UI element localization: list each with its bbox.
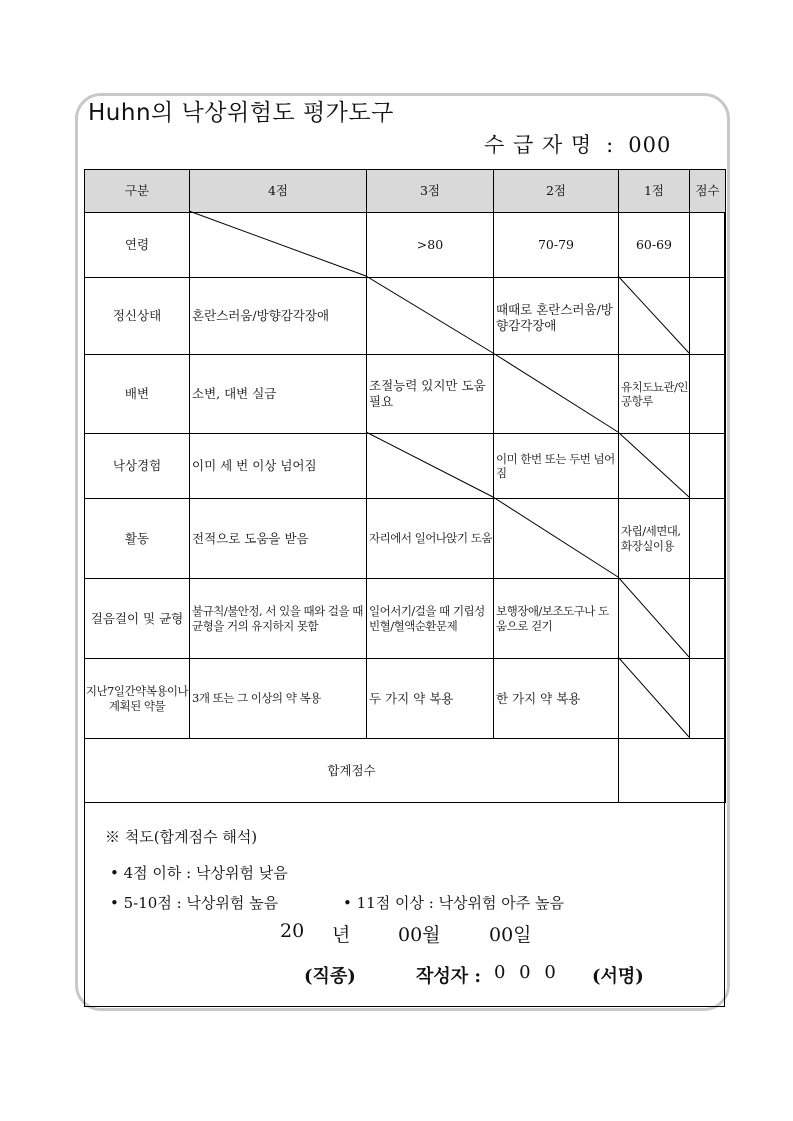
scale-item-very-high: • 11점 이상 : 낙상위험 아주 높음 bbox=[343, 894, 564, 912]
table-row bbox=[85, 434, 726, 499]
cell-4pt: 소변, 대변 실금 bbox=[190, 355, 367, 434]
date-year: 20 bbox=[280, 920, 305, 942]
cell-2pt: 한 가지 약 복용 bbox=[494, 659, 619, 739]
recipient-colon: : bbox=[606, 133, 615, 157]
writer-name: 0 0 0 bbox=[494, 962, 560, 983]
total-row bbox=[85, 739, 726, 803]
signature-label: (서명) bbox=[592, 966, 644, 987]
scale-item-high: • 5-10점 : 낙상위험 높음 bbox=[110, 894, 279, 912]
table-row bbox=[85, 355, 726, 434]
score-cell[interactable] bbox=[690, 579, 726, 659]
scale-item-low: • 4점 이하 : 낙상위험 낮음 bbox=[110, 864, 288, 882]
score-cell[interactable] bbox=[690, 355, 726, 434]
cell-2pt: 보행장애/보조도구나 도움으로 걷기 bbox=[494, 579, 619, 659]
recipient-line bbox=[484, 129, 671, 159]
header-2pt: 2점 bbox=[494, 170, 619, 213]
total-label: 합계점수 bbox=[85, 739, 619, 803]
header-4pt: 4점 bbox=[190, 170, 367, 213]
table-row bbox=[85, 579, 726, 659]
writer-label: 작성자 : bbox=[416, 966, 482, 987]
cell-3pt: >80 bbox=[367, 213, 494, 278]
cell-1pt: 유치도뇨관/인공항루 bbox=[619, 355, 690, 434]
cell-4pt: 3개 또는 그 이상의 약 복용 bbox=[190, 659, 367, 739]
assessment-table bbox=[84, 169, 726, 803]
date-day: 00일 bbox=[489, 924, 532, 946]
score-cell[interactable] bbox=[690, 434, 726, 499]
cell-2pt: 때때로 혼란스러움/방향감각장애 bbox=[494, 278, 619, 355]
cell-3pt: 일어서기/걸을 때 기립성 빈혈/혈액순환문제 bbox=[367, 579, 494, 659]
cell-1pt bbox=[619, 579, 690, 659]
recipient-label: 수 급 자 명 bbox=[484, 133, 593, 157]
job-title-label: (직종) bbox=[304, 966, 356, 987]
table-row bbox=[85, 278, 726, 355]
cell-1pt bbox=[619, 278, 690, 355]
cell-3pt: 조절능력 있지만 도움필요 bbox=[367, 355, 494, 434]
total-score-cell[interactable] bbox=[619, 739, 726, 803]
cell-4pt bbox=[190, 213, 367, 278]
score-cell[interactable] bbox=[690, 499, 726, 579]
cell-2pt bbox=[494, 355, 619, 434]
cell-4pt: 혼란스러움/방향감각장애 bbox=[190, 278, 367, 355]
score-cell[interactable] bbox=[690, 278, 726, 355]
header-row bbox=[85, 170, 726, 213]
score-cell[interactable] bbox=[690, 213, 726, 278]
row-label-activity: 활동 bbox=[85, 499, 190, 579]
recipient-name: 000 bbox=[628, 133, 672, 157]
header-score: 점수 bbox=[690, 170, 726, 213]
header-3pt: 3점 bbox=[367, 170, 494, 213]
cell-4pt: 불규칙/불안정, 서 있을 때와 걸을 때 균형을 거의 유지하지 못함 bbox=[190, 579, 367, 659]
cell-1pt: 자립/세면대, 화장실이용 bbox=[619, 499, 690, 579]
row-label-elimination: 배변 bbox=[85, 355, 190, 434]
cell-2pt: 이미 한번 또는 두번 넘어짐 bbox=[494, 434, 619, 499]
row-label-medication: 지난7일간약복용이나 계획된 약물 bbox=[85, 659, 190, 739]
cell-4pt: 이미 세 번 이상 넘어짐 bbox=[190, 434, 367, 499]
header-category: 구분 bbox=[85, 170, 190, 213]
cell-3pt: 자리에서 일어나앉기 도움 bbox=[367, 499, 494, 579]
table-row bbox=[85, 213, 726, 278]
cell-3pt bbox=[367, 434, 494, 499]
form-title: Huhn의 낙상위험도 평가도구 bbox=[88, 100, 394, 126]
cell-1pt bbox=[619, 659, 690, 739]
scale-heading: ※ 척도(합계점수 해석) bbox=[105, 828, 258, 846]
row-label-age: 연령 bbox=[85, 213, 190, 278]
cell-1pt bbox=[619, 434, 690, 499]
date-month: 00월 bbox=[398, 924, 441, 946]
score-cell[interactable] bbox=[690, 659, 726, 739]
cell-2pt bbox=[494, 499, 619, 579]
table-row bbox=[85, 499, 726, 579]
cell-4pt: 전적으로 도움을 받음 bbox=[190, 499, 367, 579]
cell-1pt: 60-69 bbox=[619, 213, 690, 278]
cell-2pt: 70-79 bbox=[494, 213, 619, 278]
row-label-fall-history: 낙상경험 bbox=[85, 434, 190, 499]
table-row bbox=[85, 659, 726, 739]
row-label-mental: 정신상태 bbox=[85, 278, 190, 355]
row-label-gait: 걸음걸이 및 균형 bbox=[85, 579, 190, 659]
cell-3pt bbox=[367, 278, 494, 355]
cell-3pt: 두 가지 약 복용 bbox=[367, 659, 494, 739]
date-year-unit: 년 bbox=[332, 924, 351, 946]
header-1pt: 1점 bbox=[619, 170, 690, 213]
